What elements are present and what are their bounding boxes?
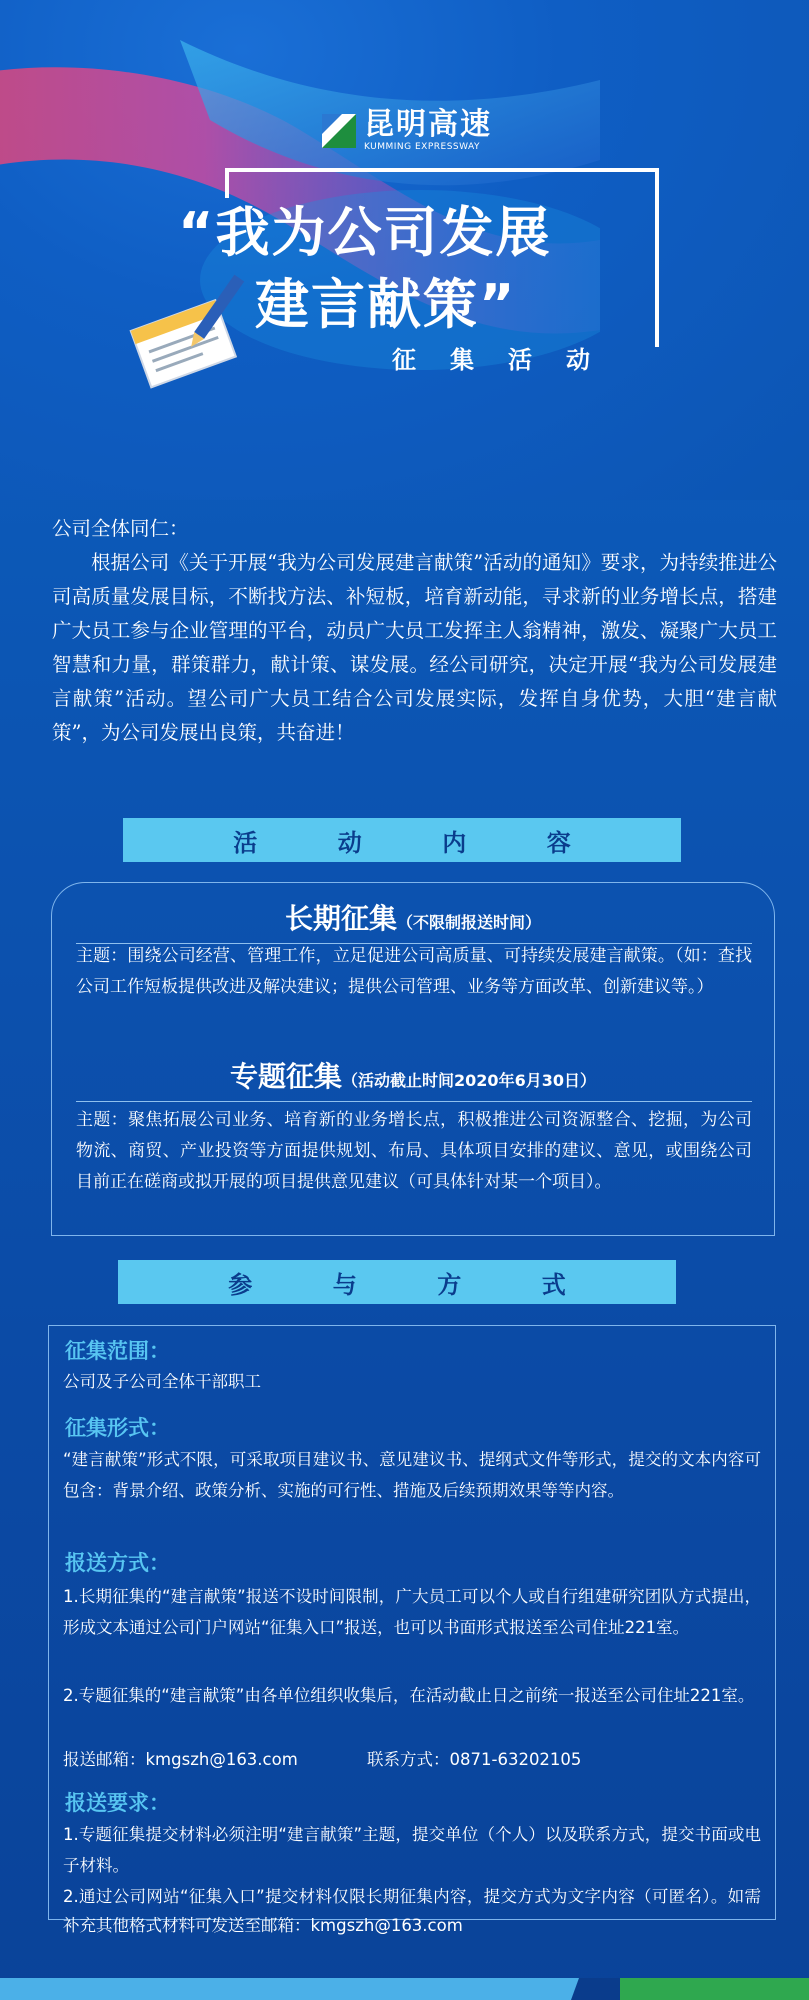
footer-accent-green	[620, 1978, 809, 2000]
participation-panel	[48, 1325, 776, 1935]
page-subtitle: 征集活动	[392, 346, 624, 374]
requirements-item2: 2.通过公司网站“征集入口”提交材料仅限长期征集内容，提交方式为文字内容（可匿名）。如需补充其他格式材料可发送至邮箱：kmgszh@163.com	[63, 1887, 761, 1935]
intro-body: 根据公司《关于开展“我为公司发展建言献策”活动的通知》要求，为持续推进公司高质量发展目标，不断找方法、补短板，培育新动能，寻求新的业务增长点，搭建广大员工参与企业管理的平台，动员广大员工发挥主人翁精神，激发、凝聚广大员工智慧和力量，群策群力，献计策、谋发展。经公司研究，决定开展“我为公司发展建言献策”活动。望公司广大员工结合公司发展实际，发挥自身优势，大胆“建言献策”，为公司发展出良策，共奋进！	[52, 551, 777, 744]
intro-greeting: 公司全体同仁：	[52, 517, 189, 540]
brand-logo	[322, 107, 492, 152]
intro-section	[52, 512, 777, 750]
scope-label: 征集范围：	[65, 1339, 170, 1363]
long-term-note: （不限制报送时间）	[397, 913, 542, 932]
submit-item1: 1.长期征集的“建言献策”报送不设时间限制，广大员工可以个人或自行组建研究团队方式提出，形成文本通过公司门户网站“征集入口”报送，也可以书面形式报送至公司住址221室。	[63, 1587, 761, 1637]
long-term-heading	[52, 897, 774, 937]
brand-name-en: KUMMING EXPRESSWAY	[364, 142, 481, 152]
special-body: 主题：聚焦拓展公司业务、培育新的业务增长点，积极推进公司资源整合、挖掘，为公司物流、商贸、产业投资等方面提供规划、布局、具体项目安排的建议、意见，或围绕公司目前正在磋商或拟开展的项目提供意见建议（可具体针对某一个项目）。	[76, 1110, 752, 1192]
long-term-title: 长期征集	[284, 902, 397, 935]
special-title: 专题征集	[230, 1060, 343, 1093]
form-label: 征集形式：	[65, 1416, 170, 1440]
banner-char: 容	[546, 828, 571, 857]
activity-content-banner	[123, 818, 681, 862]
requirements-item1: 1.专题征集提交材料必须注明“建言献策”主题，提交单位（个人）以及联系方式，提交书面或电子材料。	[63, 1825, 761, 1875]
activity-content-panel	[51, 882, 775, 1236]
requirements-label: 报送要求：	[65, 1791, 170, 1815]
submit-item2: 2.专题征集的“建言献策”由各单位组织收集后，在活动截止日之前统一报送至公司住址221室。	[63, 1686, 755, 1705]
banner-char: 参	[228, 1270, 253, 1299]
banner-char: 活	[233, 828, 258, 857]
page-title-line1: “我为公司发展	[178, 201, 552, 264]
submit-label: 报送方式：	[65, 1551, 170, 1575]
form-text: “建言献策”形式不限，可采取项目建议书、意见建议书、提纲式文件等形式，提交的文本内容可包含：背景介绍、政策分析、实施的可行性、措施及后续预期效果等等内容。	[63, 1450, 761, 1500]
banner-char: 动	[337, 828, 362, 857]
banner-char: 与	[332, 1270, 357, 1299]
divider	[76, 1101, 752, 1102]
special-heading	[52, 1055, 774, 1095]
participation-banner	[118, 1260, 676, 1304]
document-pen-icon	[118, 272, 258, 392]
hero-banner	[0, 0, 809, 500]
special-note: （活动截止时间2020年6月30日）	[342, 1071, 596, 1090]
brand-name: 昆明高速	[364, 107, 492, 142]
submit-phone: 联系方式：0871-63202105	[367, 1750, 582, 1769]
submit-email: 报送邮箱：kmgszh@163.com	[63, 1750, 298, 1769]
banner-char: 内	[442, 828, 467, 857]
scope-text: 公司及子公司全体干部职工	[63, 1372, 261, 1391]
logo-icon	[322, 114, 356, 148]
banner-char: 式	[541, 1270, 566, 1299]
page-title-line2: 建言献策”	[255, 273, 517, 336]
long-term-body: 主题：围绕公司经营、管理工作，立足促进公司高质量、可持续发展建言献策。（如：查找公司工作短板提供改进及解决建议；提供公司管理、业务等方面改革、创新建议等。）	[76, 946, 752, 997]
banner-char: 方	[437, 1270, 462, 1299]
